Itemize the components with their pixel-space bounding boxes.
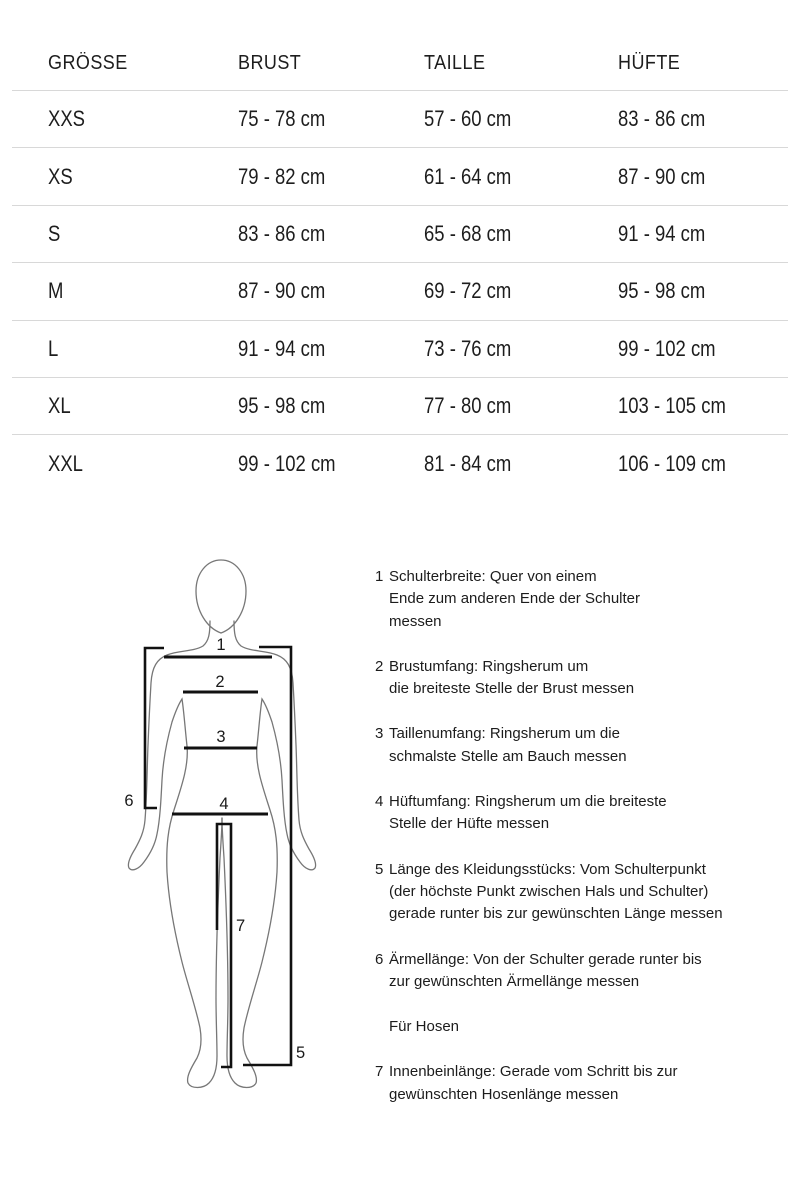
size-value: S	[48, 220, 61, 246]
waist-cell	[424, 278, 618, 304]
hip-value: 99 - 102 cm	[618, 335, 716, 361]
header-hip-label: HÜFTE	[618, 51, 681, 74]
chest-value: 95 - 98 cm	[238, 393, 326, 419]
instruction-number: 1	[375, 568, 384, 585]
waist-value: 57 - 60 cm	[424, 106, 512, 132]
chest-value: 75 - 78 cm	[238, 106, 326, 132]
header-chest-label: BRUST	[238, 51, 302, 74]
instruction-line: Länge des Kleidungsstücks: Vom Schulterpunkt	[389, 860, 706, 878]
instruction-line: Stelle der Hüfte messen	[389, 815, 550, 833]
instruction-line: Taillenumfang: Ringsherum um die	[389, 725, 620, 743]
size-value: M	[48, 278, 64, 304]
label-sleeve: 6	[124, 792, 134, 810]
instruction-line: Hüftumfang: Ringsherum um die breiteste	[389, 793, 667, 811]
hip-cell	[618, 336, 788, 362]
waist-cell	[424, 451, 618, 477]
table-header-row	[12, 36, 788, 91]
instruction-number: 4	[375, 793, 384, 811]
chest-value: 91 - 94 cm	[238, 335, 326, 361]
chest-value: 83 - 86 cm	[238, 220, 326, 246]
size-cell	[48, 336, 238, 362]
hip-cell	[618, 393, 788, 419]
waist-value: 65 - 68 cm	[424, 220, 512, 246]
label-shoulder: 1	[216, 636, 226, 654]
hip-value: 106 - 109 cm	[618, 451, 726, 477]
instruction-text	[389, 949, 702, 994]
instruction-text	[389, 859, 723, 926]
instruction-item-6	[375, 949, 723, 994]
label-waist: 3	[216, 728, 226, 746]
chest-cell	[238, 393, 424, 419]
hip-value: 87 - 90 cm	[618, 163, 706, 189]
instruction-list	[375, 566, 723, 1106]
chest-cell	[238, 221, 424, 247]
chest-cell	[238, 336, 424, 362]
instruction-line: zur gewünschten Ärmellänge messen	[389, 972, 640, 990]
waist-value: 81 - 84 cm	[424, 451, 512, 477]
size-cell	[48, 451, 238, 477]
waist-cell	[424, 393, 618, 419]
instruction-number: 2	[375, 657, 384, 675]
size-cell	[48, 221, 238, 247]
instruction-item-7	[375, 1061, 723, 1106]
table-row-s	[12, 206, 788, 263]
instruction-text	[389, 566, 640, 633]
hip-value: 103 - 105 cm	[618, 393, 726, 419]
chest-cell	[238, 106, 424, 132]
hip-cell	[618, 278, 788, 304]
header-cell-waist	[424, 52, 618, 75]
size-cell	[48, 106, 238, 132]
instruction-number	[375, 1016, 389, 1038]
hip-cell	[618, 106, 788, 132]
instruction-number: 6	[375, 950, 384, 968]
waist-value: 69 - 72 cm	[424, 278, 512, 304]
instruction-line: gewünschten Hosenlänge messen	[389, 1085, 619, 1103]
size-value: XXS	[48, 106, 85, 132]
size-value: L	[48, 335, 59, 361]
instruction-item-4	[375, 791, 723, 836]
instruction-line: messen	[389, 612, 442, 630]
hip-cell	[618, 451, 788, 477]
instruction-number: 3	[375, 725, 384, 743]
hip-cell	[618, 221, 788, 247]
table-row-xxs	[12, 91, 788, 148]
size-value: XXL	[48, 451, 83, 477]
chest-cell	[238, 164, 424, 190]
header-cell-chest	[238, 52, 424, 75]
size-cell	[48, 393, 238, 419]
instruction-text	[389, 1016, 459, 1038]
head-outline	[196, 560, 246, 633]
label-chest: 2	[215, 673, 225, 691]
waist-value: 77 - 80 cm	[424, 393, 512, 419]
size-cell	[48, 278, 238, 304]
instruction-text	[389, 723, 627, 768]
label-hip: 4	[219, 795, 229, 813]
instruction-line: Für Hosen	[389, 1018, 460, 1036]
chest-cell	[238, 451, 424, 477]
table-row-xl	[12, 378, 788, 435]
hip-value: 91 - 94 cm	[618, 220, 706, 246]
instruction-item-3	[375, 723, 723, 768]
chest-cell	[238, 278, 424, 304]
instruction-text	[389, 1061, 678, 1106]
body-measurement-diagram	[100, 545, 330, 1105]
size-cell	[48, 164, 238, 190]
table-row-m	[12, 263, 788, 320]
size-table	[12, 36, 788, 493]
hip-value: 83 - 86 cm	[618, 106, 706, 132]
instruction-text	[389, 791, 667, 836]
table-row-l	[12, 321, 788, 378]
waist-cell	[424, 221, 618, 247]
instruction-item-fuer-hosen	[375, 1016, 723, 1038]
chest-value: 87 - 90 cm	[238, 278, 326, 304]
chest-value: 79 - 82 cm	[238, 163, 326, 189]
instruction-number: 5	[375, 860, 384, 878]
size-value: XL	[48, 393, 71, 419]
waist-cell	[424, 336, 618, 362]
instruction-line: schmalste Stelle am Bauch messen	[389, 747, 627, 765]
hip-value: 95 - 98 cm	[618, 278, 706, 304]
instruction-line: Schulterbreite: Quer von einem	[389, 568, 597, 585]
instruction-line: (der höchste Punkt zwischen Hals und Schulter)	[389, 882, 709, 900]
table-row-xxl	[12, 435, 788, 492]
instruction-line: Innenbeinlänge: Gerade vom Schritt bis zur	[389, 1063, 678, 1081]
instruction-line: die breiteste Stelle der Brust messen	[389, 680, 635, 698]
instruction-item-1	[375, 566, 723, 633]
instruction-item-2	[375, 656, 723, 701]
instruction-text	[389, 656, 634, 701]
waist-cell	[424, 106, 618, 132]
table-row-xs	[12, 148, 788, 205]
waist-value: 61 - 64 cm	[424, 163, 512, 189]
waist-cell	[424, 164, 618, 190]
label-garment-length: 5	[296, 1044, 306, 1062]
header-waist-label: TAILLE	[424, 51, 486, 74]
label-inseam: 7	[236, 917, 246, 935]
instruction-line: gerade runter bis zur gewünschten Länge messen	[389, 905, 723, 923]
size-value: XS	[48, 163, 73, 189]
instruction-item-5	[375, 859, 723, 926]
header-cell-hip	[618, 52, 788, 75]
hip-cell	[618, 164, 788, 190]
header-size-label: GRÖSSE	[48, 51, 128, 74]
instruction-line: Brustumfang: Ringsherum um	[389, 657, 589, 675]
instruction-number: 7	[375, 1063, 384, 1081]
instruction-line: Ärmellänge: Von der Schulter gerade runter bis	[389, 950, 702, 968]
chest-value: 99 - 102 cm	[238, 451, 336, 477]
instruction-line: Ende zum anderen Ende der Schulter	[389, 590, 640, 608]
waist-value: 73 - 76 cm	[424, 335, 512, 361]
header-cell-size	[48, 52, 238, 75]
